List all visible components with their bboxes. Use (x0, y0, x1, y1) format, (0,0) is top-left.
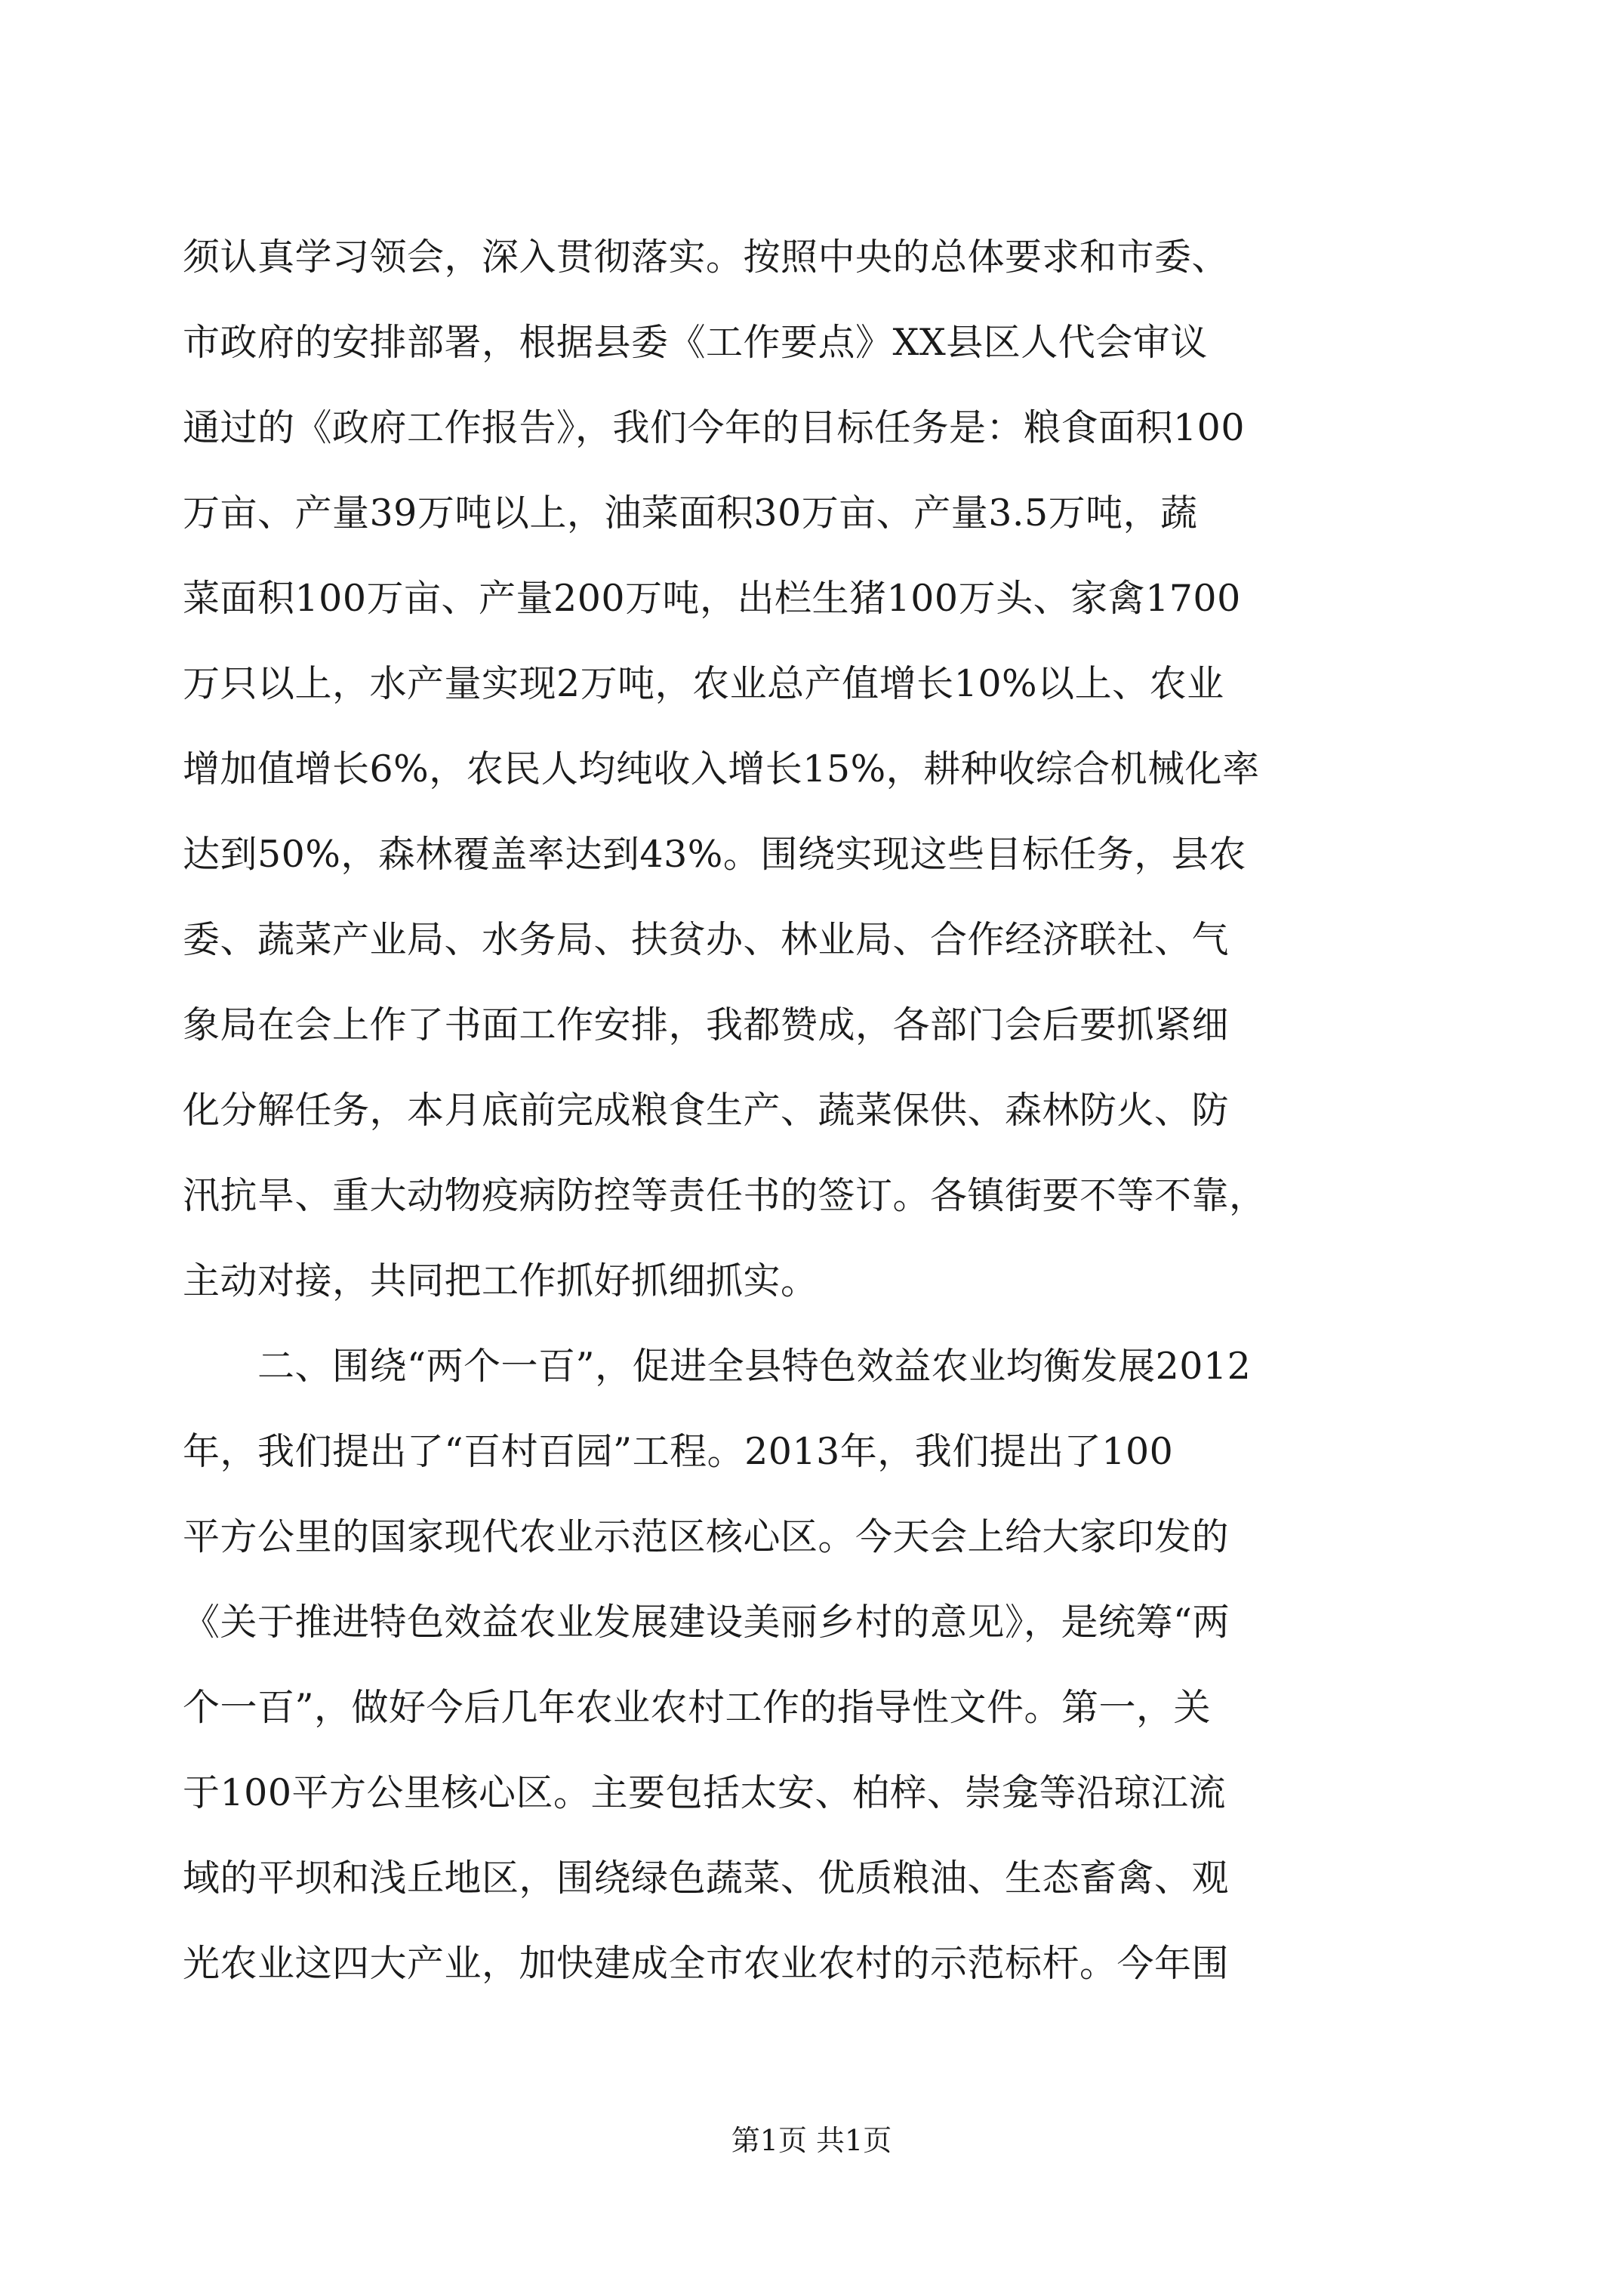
text-line: 市政府的安排部署，根据县委《工作要点》XX县区人代会审议 (183, 321, 1208, 364)
text-line: 汛抗旱、重大动物疫病防控等责任书的签订。各镇街要不等不靠， (183, 1174, 1267, 1217)
text-line: 《关于推进特色效益农业发展建设美丽乡村的意见》，是统筹“两 (183, 1601, 1230, 1644)
text-line: 象局在会上作了书面工作安排，我都赞成，各部门会后要抓紧细 (183, 1003, 1230, 1046)
text-line: 万只以上，水产量实现2万吨，农业总产值增长10%以上、农业 (183, 662, 1224, 705)
text-line: 平方公里的国家现代农业示范区核心区。今天会上给大家印发的 (183, 1515, 1230, 1558)
text-line: 万亩、产量39万吨以上，油菜面积30万亩、产量3.5万吨，蔬 (183, 492, 1198, 535)
text-line: 域的平坝和浅丘地区，围绕绿色蔬菜、优质粮油、生态畜禽、观 (183, 1857, 1230, 1900)
page-number-footer: 第1页 共1页 (731, 2124, 892, 2157)
text-line: 主动对接，共同把工作抓好抓细抓实。 (183, 1259, 818, 1302)
text-line: 增加值增长6%，农民人均纯收入增长15%，耕种收综合机械化率 (183, 747, 1260, 791)
text-line: 于100平方公里核心区。主要包括太安、柏梓、崇龛等沿琼江流 (183, 1771, 1227, 1814)
text-line: 个一百”，做好今后几年农业农村工作的指导性文件。第一，关 (183, 1686, 1212, 1729)
text-line: 达到50%，森林覆盖率达到43%。围绕实现这些目标任务，县农 (183, 833, 1246, 876)
document-body (183, 214, 1437, 2006)
text-line: 光农业这四大产业，加快建成全市农业农村的示范标杆。今年围 (183, 1942, 1230, 1985)
text-line: 菜面积100万亩、产量200万吨，出栏生猪100万头、家禽1700 (183, 577, 1241, 620)
text-line: 须认真学习领会，深入贯彻落实。按照中央的总体要求和市委、 (183, 236, 1230, 279)
text-line: 年，我们提出了“百村百园”工程。2013年，我们提出了100 (183, 1430, 1174, 1473)
text-line: 二、围绕“两个一百”，促进全县特色效益农业均衡发展2012 (183, 1345, 1252, 1388)
text-line: 通过的《政府工作报告》，我们今年的目标任务是：粮食面积100 (183, 406, 1246, 449)
text-line: 委、蔬菜产业局、水务局、扶贫办、林业局、合作经济联社、气 (183, 918, 1230, 961)
text-line: 化分解任务，本月底前完成粮食生产、蔬菜保供、森林防火、防 (183, 1089, 1230, 1132)
